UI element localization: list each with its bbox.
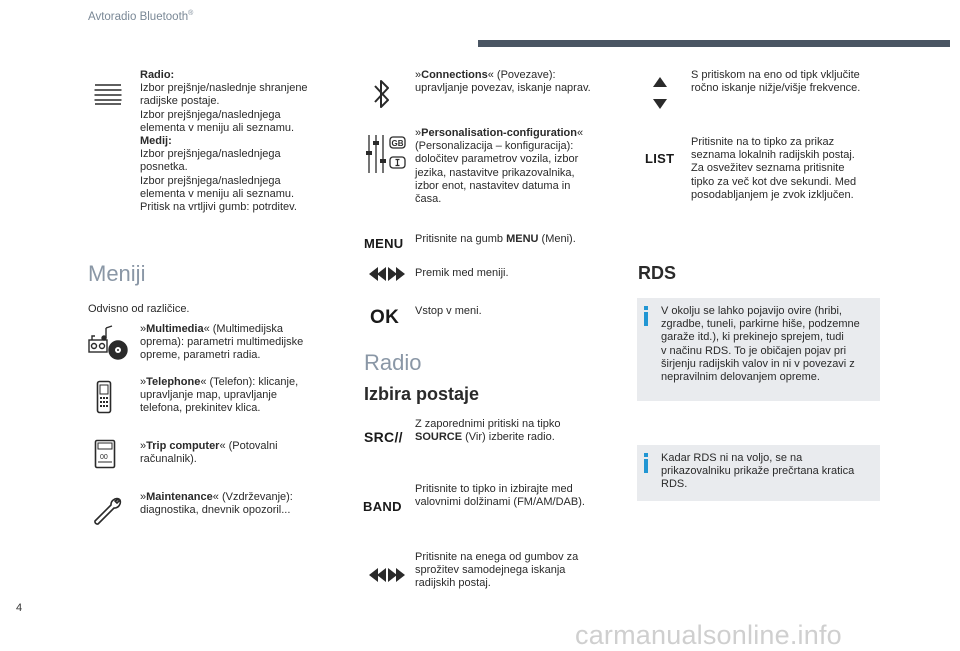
maintenance-text: »Maintenance« (Vzdrževanje): diagnostika, dnevnik opozoril... (140, 491, 293, 517)
svg-text:GB: GB (391, 139, 404, 148)
meniji-heading: Meniji (88, 261, 146, 286)
menu-text: Pritisnite na gumb MENU (Meni). (415, 233, 576, 245)
left-right-arrows-icon (367, 266, 407, 282)
left-right-arrows-icon (367, 567, 407, 583)
radio-heading: Radio (364, 350, 422, 375)
connections-text: »Connections« (Povezave): upravljanje povezav, iskanje naprav. (415, 69, 591, 95)
rds-unavailable-box (637, 445, 880, 501)
menu-lines-icon (93, 82, 123, 106)
telephone-text: »Telephone« (Telefon): klicanje, upravljanje map, upravljanje telefona, prekinitev klica. (140, 376, 299, 415)
src-key: SRC// (364, 429, 403, 445)
rds-info-box (637, 298, 880, 401)
odvisno-text: Odvisno od različice. (88, 303, 190, 315)
up-down-arrows-icon (652, 76, 668, 110)
rds-info-text: V okolju se lahko pojavijo ovire (hribi, zgradbe, tuneli, parkirne hiše, podzemne garaže itd.), ki prekinejo sprejem, tudi v načinu RDS. To je običajen pojav pri širjenju radijskih valov in ni v povezavi z nepravilnim delovanjem opreme. (661, 305, 860, 384)
rds-unavailable-text: Kadar RDS ni na voljo, se na prikazovalniku prikaže prečrtana kratica RDS. (661, 452, 855, 491)
src-text: Z zaporednimi pritiski na tipko SOURCE (Vir) izberite radio. (415, 418, 561, 444)
watermark: carmanualsonline.info (575, 620, 842, 650)
multimedia-text: »Multimedia« (Multimedijska oprema): parametri multimedijske opreme, parametri radia. (140, 323, 304, 362)
svg-text:00: 00 (100, 454, 108, 461)
wrench-icon (91, 495, 123, 527)
izbira-postaje-heading: Izbira postaje (364, 384, 480, 404)
ok-text: Vstop v meni. (415, 305, 482, 317)
band-key: BAND (363, 499, 402, 514)
personalisation-icon (364, 133, 408, 175)
personalisation-text: »Personalisation-configuration« (Personalizacija – konfiguracija): določitev parametrov vozila, izbor jezika, nastavitve prikazovalnika, izbor enot, nastavitev datuma in časa. (415, 127, 584, 206)
bluetooth-icon (372, 76, 392, 112)
radio-controls-text: Radio: Izbor prejšnje/naslednje shranjene radijske postaje. Izbor prejšnjega/naslednjega elementa v meniju ali seznamu. Medij: Izbor prejšnjega/naslednjega posnetka. Izbor prejšnjega/naslednjega elementa v meniju ali seznamu. Pritisk na vrtljivi gumb: potrditev. (140, 69, 308, 214)
header-bar (478, 40, 950, 47)
list-key: LIST (645, 151, 675, 166)
ok-key: OK (370, 307, 400, 328)
band-text: Pritisnite to tipko in izbirajte med valovnimi dolžinami (FM/AM/DAB). (415, 483, 585, 509)
page-number: 4 (16, 602, 23, 614)
multimedia-icon (86, 324, 130, 360)
autoscan-text: Pritisnite na enega od gumbov za sprožitev samodejnega iskanja radijskih postaj. (415, 551, 579, 590)
trip-computer-icon (94, 439, 116, 469)
arrows-menu-text: Premik med meniji. (415, 267, 509, 279)
manual-search-text: S pritiskom na eno od tipk vključite ročno iskanje nižje/višje frekvence. (691, 69, 861, 95)
telephone-icon (96, 380, 112, 414)
header-title: Avtoradio Bluetooth® (88, 10, 194, 23)
list-text: Pritisnite na to tipko za prikaz seznama lokalnih radijskih postaj. Za osvežitev seznama pritisnite tipko za več kot dve sekundi. Med posodabljanjem je zvok izključen. (691, 136, 857, 201)
trip-computer-text: »Trip computer« (Potovalni računalnik). (140, 440, 278, 466)
menu-key: MENU (364, 236, 404, 251)
rds-heading: RDS (638, 263, 677, 283)
